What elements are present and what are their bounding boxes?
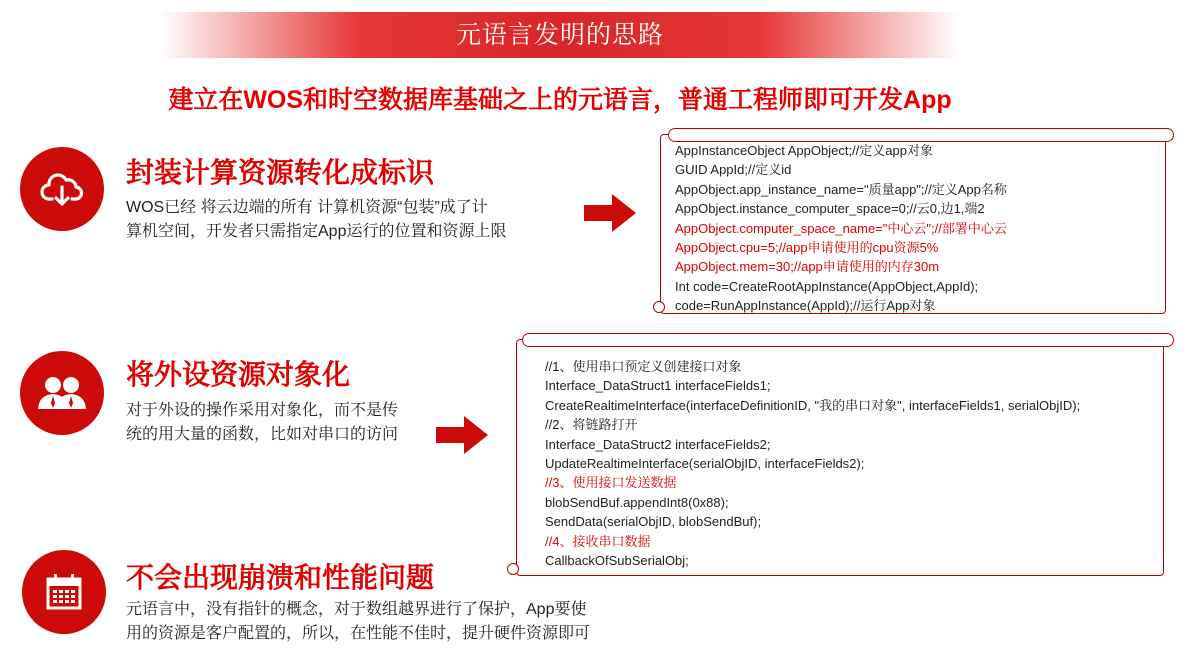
code-block-1-line: AppObject.computer_space_name="中心云";//部署中心云: [675, 220, 1007, 236]
code-block-1-line: AppObject.instance_computer_space=0;//云0,边1,端2: [675, 201, 985, 217]
section-1-icon-circle: [20, 147, 104, 231]
code-block-1-line: code=RunAppInstance(AppId);//运行App对象: [675, 298, 936, 314]
section-2-icon-circle: [20, 351, 104, 435]
section-2-title: 将外设资源对象化: [126, 359, 351, 390]
section-2-description: [126, 399, 398, 447]
section-3-title: 不会出现崩溃和性能问题: [126, 562, 435, 593]
code-scroll-1-curl: [653, 301, 665, 313]
section-3-icon-circle: [22, 550, 106, 634]
subtitle: 建立在WOS和时空数据库基础之上的元语言，普通工程师即可开发App: [168, 86, 952, 114]
page-title: 元语言发明的思路: [455, 21, 664, 49]
code-block-2-line: CreateRealtimeInterface(interfaceDefinitionID, "我的串口对象", interfaceFields1, serialObjID);: [545, 397, 1081, 413]
code-block-2-line: Interface_DataStruct1 interfaceFields1;: [545, 378, 771, 394]
code-scroll-2-top-roll: [522, 333, 1174, 347]
code-block-2-line: SendData(serialObjID, blobSendBuf);: [545, 514, 762, 530]
code-block-1-line: AppInstanceObject AppObject;//定义app对象: [675, 143, 933, 158]
calendar-icon: [44, 572, 84, 612]
code-block-2: [545, 357, 1080, 570]
code-block-1: [675, 141, 1007, 316]
code-block-2-line: CallbackOfSubSerialObj;: [545, 553, 689, 569]
section-2-desc-line2: 统的用大量的函数，比如对串口的访问: [126, 426, 399, 443]
section-1-desc-line1: WOS已经 将云边端的所有 计算机资源“包装”成了计: [126, 199, 488, 216]
code-block-1-line: Int code=CreateRootAppInstance(AppObject,AppId);: [675, 278, 979, 294]
title-banner: [160, 12, 960, 58]
users-icon: [34, 373, 90, 413]
section-3-desc-line2: 用的资源是客户配置的，所以，在性能不佳时，提升硬件资源即可: [126, 625, 591, 642]
section-1-desc-line2: 算机空间，开发者只需指定App运行的位置和资源上限: [126, 223, 507, 240]
code-block-1-line: AppObject.cpu=5;//app申请使用的cpu资源5%: [675, 240, 939, 256]
section-1-description: [126, 196, 506, 244]
code-block-2-line: blobSendBuf.appendInt8(0x88);: [545, 494, 729, 510]
section-1-title: 封装计算资源转化成标识: [126, 157, 435, 188]
section-2-desc-line1: 对于外设的操作采用对象化，而不是传: [126, 402, 399, 419]
section-3-desc-line1: 元语言中，没有指针的概念，对于数组越界进行了保护，App要使: [126, 601, 587, 618]
arrow-right-icon-2: [436, 416, 488, 454]
code-block-2-line: UpdateRealtimeInterface(serialObjID, interfaceFields2);: [545, 456, 865, 472]
code-block-2-line: //4、接收串口数据: [545, 533, 651, 549]
code-block-2-line: //2、将链路打开: [545, 417, 638, 433]
code-scroll-2-curl: [507, 563, 519, 575]
code-block-2-line: Interface_DataStruct2 interfaceFields2;: [545, 436, 771, 452]
code-scroll-1-top-roll: [668, 128, 1174, 142]
arrow-right-icon-1: [584, 194, 636, 232]
code-block-2-line: //3、使用接口发送数据: [545, 475, 677, 491]
cloud-download-icon: [40, 169, 84, 209]
section-3-description: [126, 598, 590, 646]
code-block-2-line: //1、使用串口预定义创建接口对象: [545, 359, 742, 374]
code-block-1-line: AppObject.mem=30;//app申请使用的内存30m: [675, 259, 940, 275]
code-block-1-line: GUID AppId;//定义id: [675, 162, 792, 178]
code-block-1-line: AppObject.app_instance_name="质量app";//定义App名称: [675, 181, 1007, 197]
